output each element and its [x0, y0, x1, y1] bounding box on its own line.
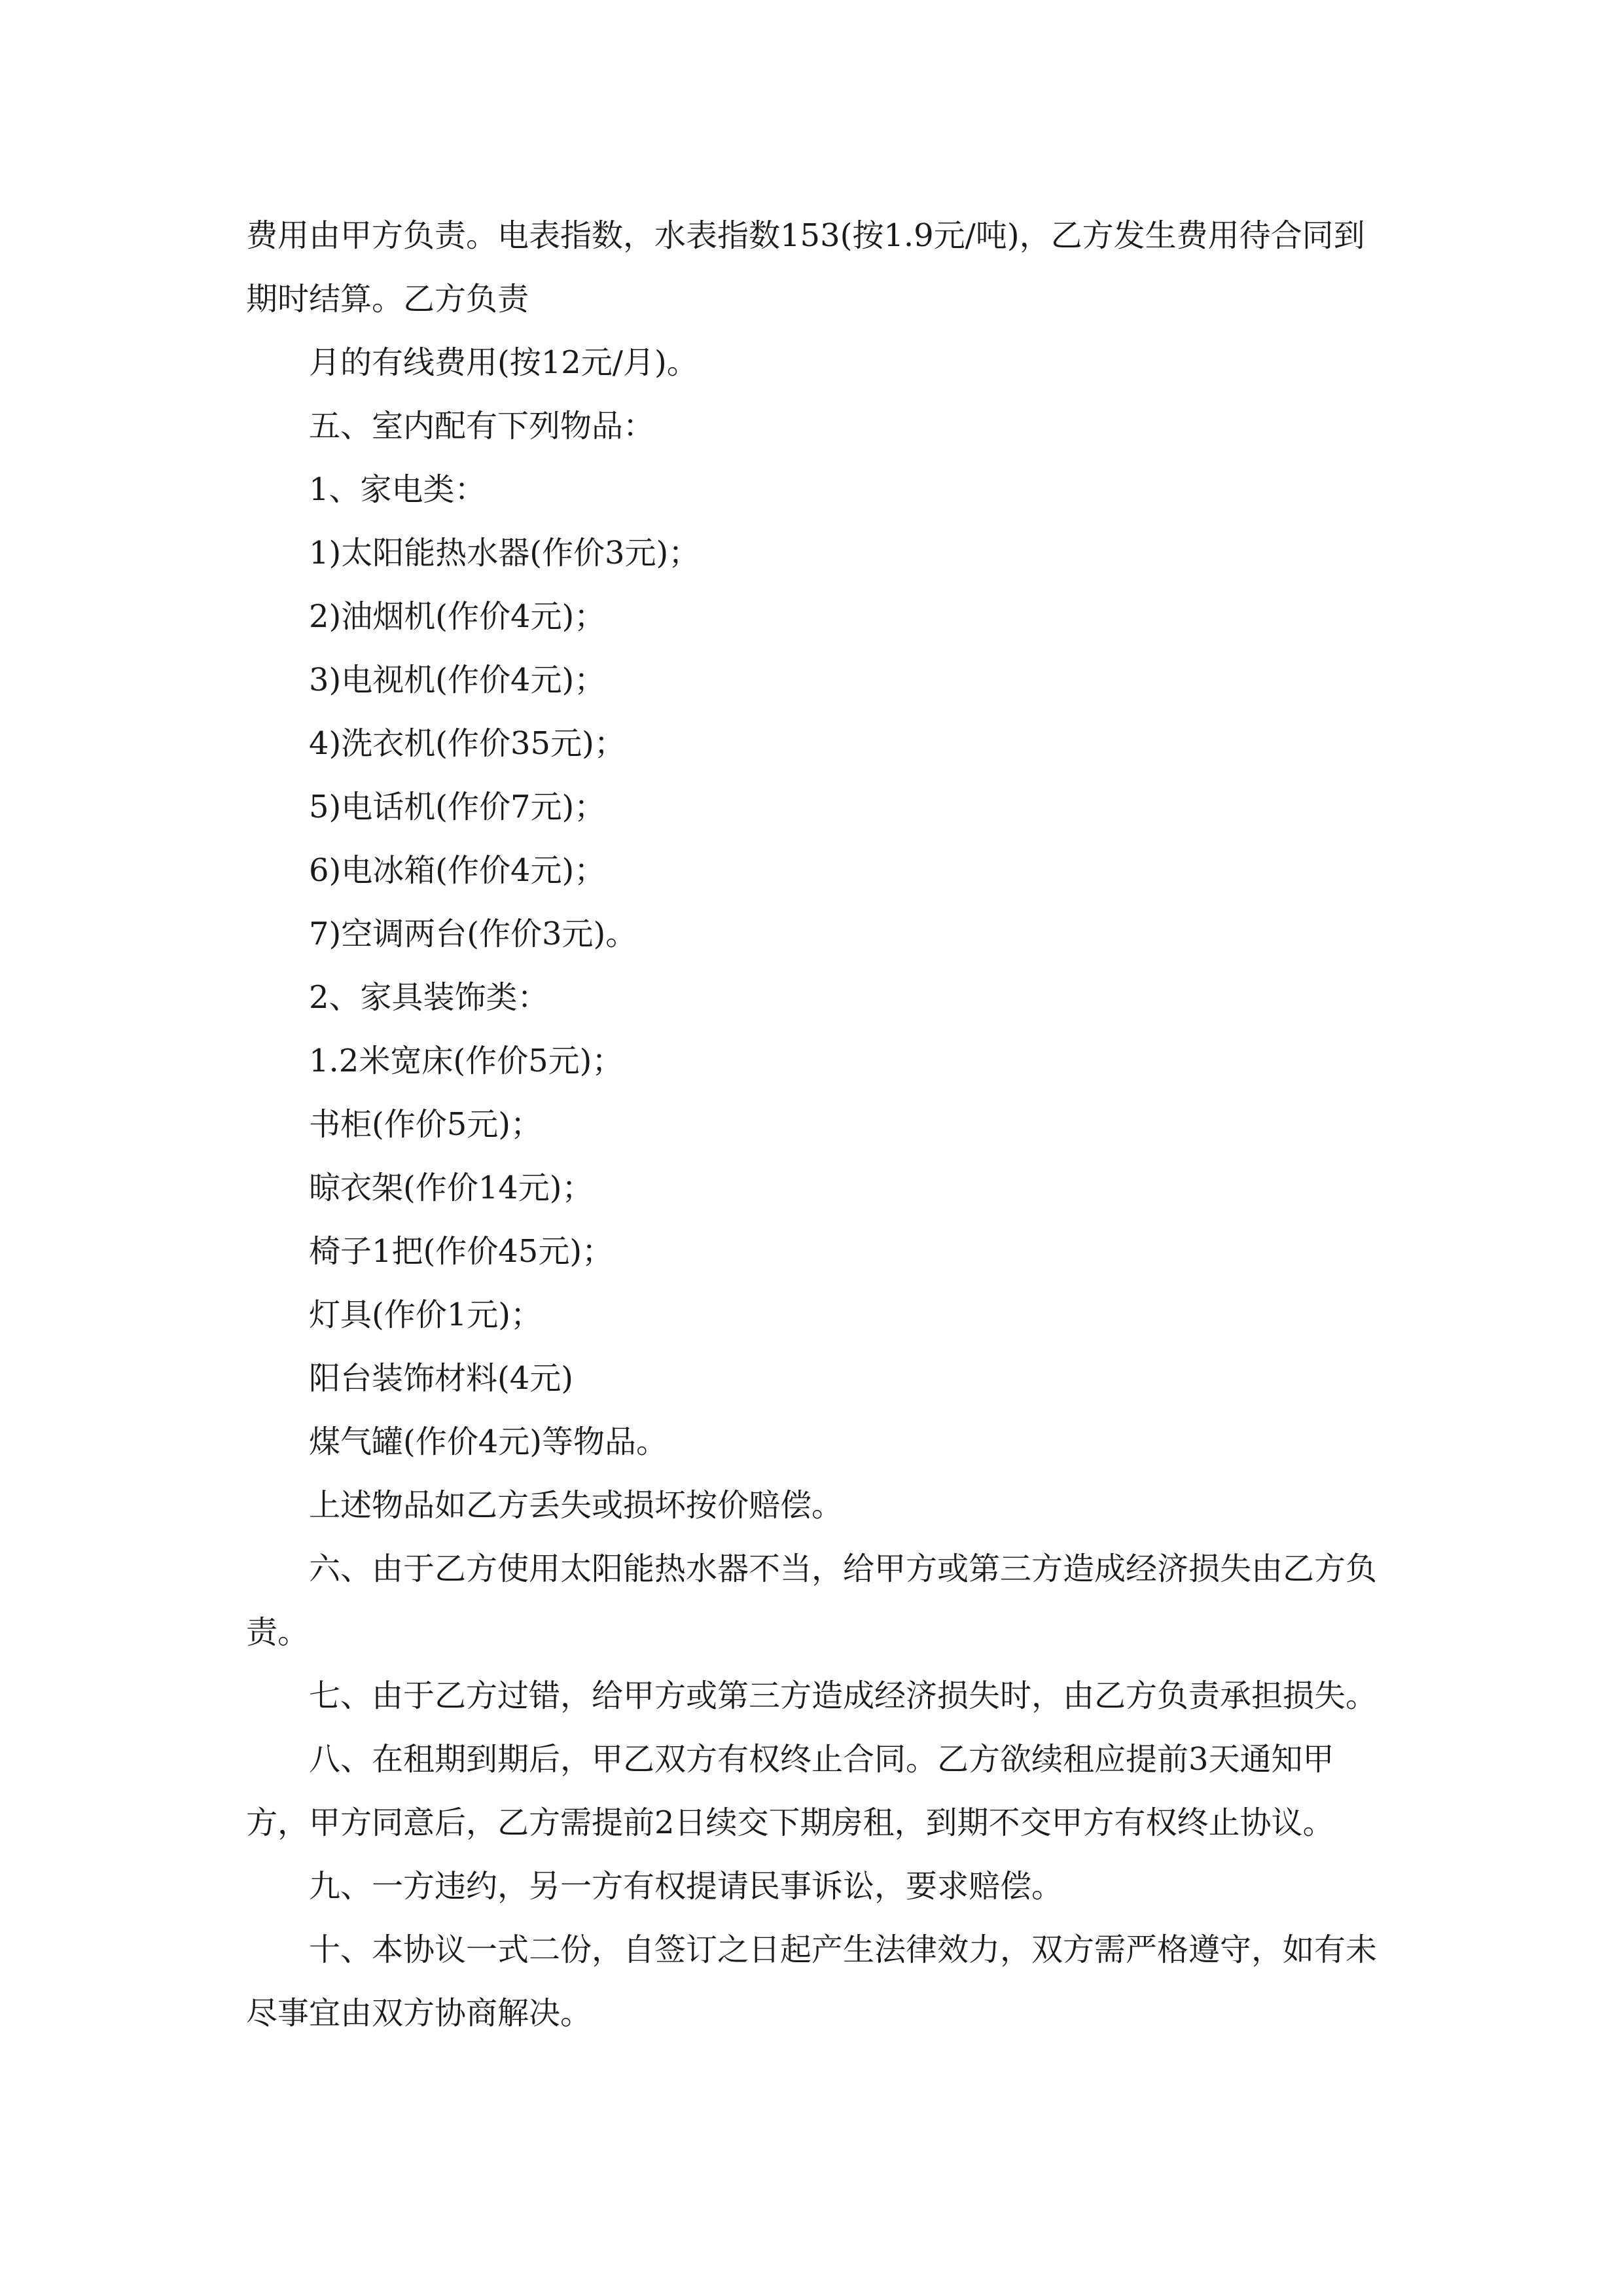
document-paragraph: 1、家电类：	[309, 471, 486, 508]
document-paragraph: 五、室内配有下列物品：	[309, 408, 655, 444]
document-paragraph: 椅子1把(作价45元)；	[309, 1233, 614, 1270]
document-paragraph: 2、家具装饰类：	[309, 979, 549, 1016]
document-paragraph: 煤气罐(作价4元)等物品。	[309, 1424, 668, 1460]
document-paragraph: 八、在租期到期后，甲乙双方有权终止合同。乙方欲续租应提前3天通知甲方，甲方同意后，乙方需提前2日续交下期房租，到期不交甲方有权终止协议。	[246, 1741, 1334, 1841]
document-paragraph: 十、本协议一式二份，自签订之日起产生法律效力，双方需严格遵守，如有未尽事宜由双方协商解决。	[246, 1931, 1378, 2032]
document-paragraph: 六、由于乙方使用太阳能热水器不当，给甲方或第三方造成经济损失由乙方负责。	[246, 1551, 1378, 1651]
document-paragraph: 4)洗衣机(作价35元)；	[309, 725, 626, 762]
document-body	[246, 204, 1380, 2045]
document-paragraph: 3)电视机(作价4元)；	[309, 662, 606, 698]
document-paragraph: 晾衣架(作价14元)；	[309, 1170, 594, 1206]
document-paragraph: 1)太阳能热水器(作价3元)；	[309, 535, 700, 571]
document-paragraph: 2)油烟机(作价4元)；	[309, 598, 606, 635]
document-paragraph: 上述物品如乙方丢失或损坏按价赔偿。	[309, 1487, 844, 1524]
document-paragraph: 书柜(作价5元)；	[309, 1106, 542, 1143]
document-paragraph: 6)电冰箱(作价4元)；	[309, 852, 606, 889]
document-paragraph: 九、一方违约，另一方有权提请民事诉讼，要求赔偿。	[309, 1868, 1063, 1905]
document-paragraph: 七、由于乙方过错，给甲方或第三方造成经济损失时，由乙方负责承担损失。	[309, 1677, 1378, 1714]
document-paragraph: 5)电话机(作价7元)；	[309, 789, 606, 825]
document-paragraph: 月的有线费用(按12元/月)。	[309, 344, 698, 381]
document-paragraph: 1.2米宽床(作价5元)；	[309, 1043, 624, 1079]
document-paragraph: 费用由甲方负责。电表指数，水表指数153(按1.9元/吨)，乙方发生费用待合同到期时结算。乙方负责	[246, 217, 1365, 317]
document-paragraph: 7)空调两台(作价3元)。	[309, 916, 637, 952]
document-paragraph: 阳台装饰材料(4元)	[309, 1360, 573, 1397]
document-paragraph: 灯具(作价1元)；	[309, 1297, 542, 1333]
